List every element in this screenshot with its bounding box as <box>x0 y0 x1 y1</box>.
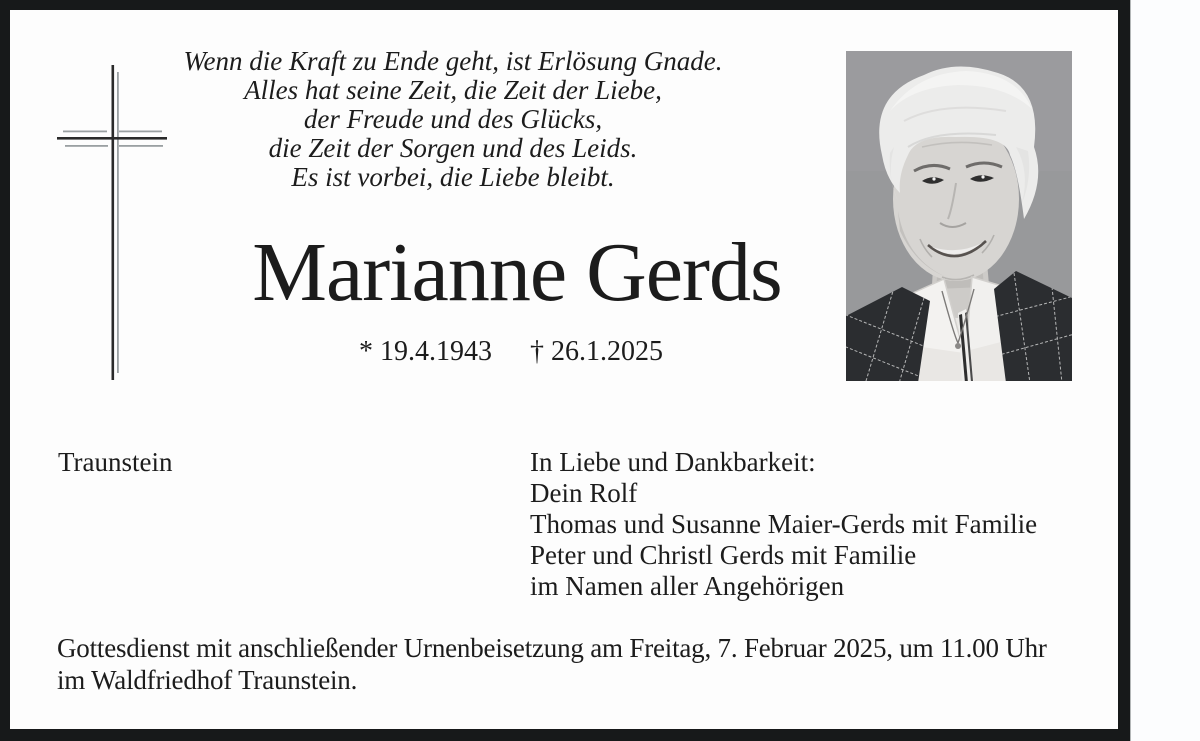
dedication-line: im Namen aller Angehörigen <box>530 571 845 601</box>
poem-line: Wenn die Kraft zu Ende geht, ist Erlösung Gnade. <box>183 46 723 76</box>
dedication-line: Peter und Christl Gerds mit Familie <box>530 540 917 570</box>
portrait-photo <box>846 51 1072 381</box>
life-dates <box>186 336 836 367</box>
poem-line: die Zeit der Sorgen und des Leids. <box>268 133 638 163</box>
dedication-line: In Liebe und Dankbarkeit: <box>530 447 816 477</box>
service-info-line: im Waldfriedhof Traunstein. <box>57 664 358 695</box>
poem-line: der Freude und des Glücks, <box>303 104 603 134</box>
birth-date: * 19.4.1943 <box>359 336 492 367</box>
service-info-line: Gottesdienst mit anschließender Urnenbeisetzung am Freitag, 7. Februar 2025, um 11.00 Uhr <box>57 633 1047 663</box>
poem-line: Es ist vorbei, die Liebe bleibt. <box>291 162 615 192</box>
frame-edge-line <box>1130 0 1131 741</box>
memorial-poem <box>128 47 778 192</box>
dedication-line: Thomas und Susanne Maier-Gerds mit Familie <box>530 509 1038 539</box>
deceased-name: Marianne Gerds <box>252 226 782 319</box>
dedication-line: Dein Rolf <box>530 478 638 508</box>
dedication-block <box>530 447 1037 602</box>
poem-line: Alles hat seine Zeit, die Zeit der Liebe, <box>244 75 662 105</box>
service-info-block <box>57 633 1047 696</box>
death-date: † 26.1.2025 <box>530 336 663 367</box>
city-label: Traunstein <box>58 447 173 477</box>
